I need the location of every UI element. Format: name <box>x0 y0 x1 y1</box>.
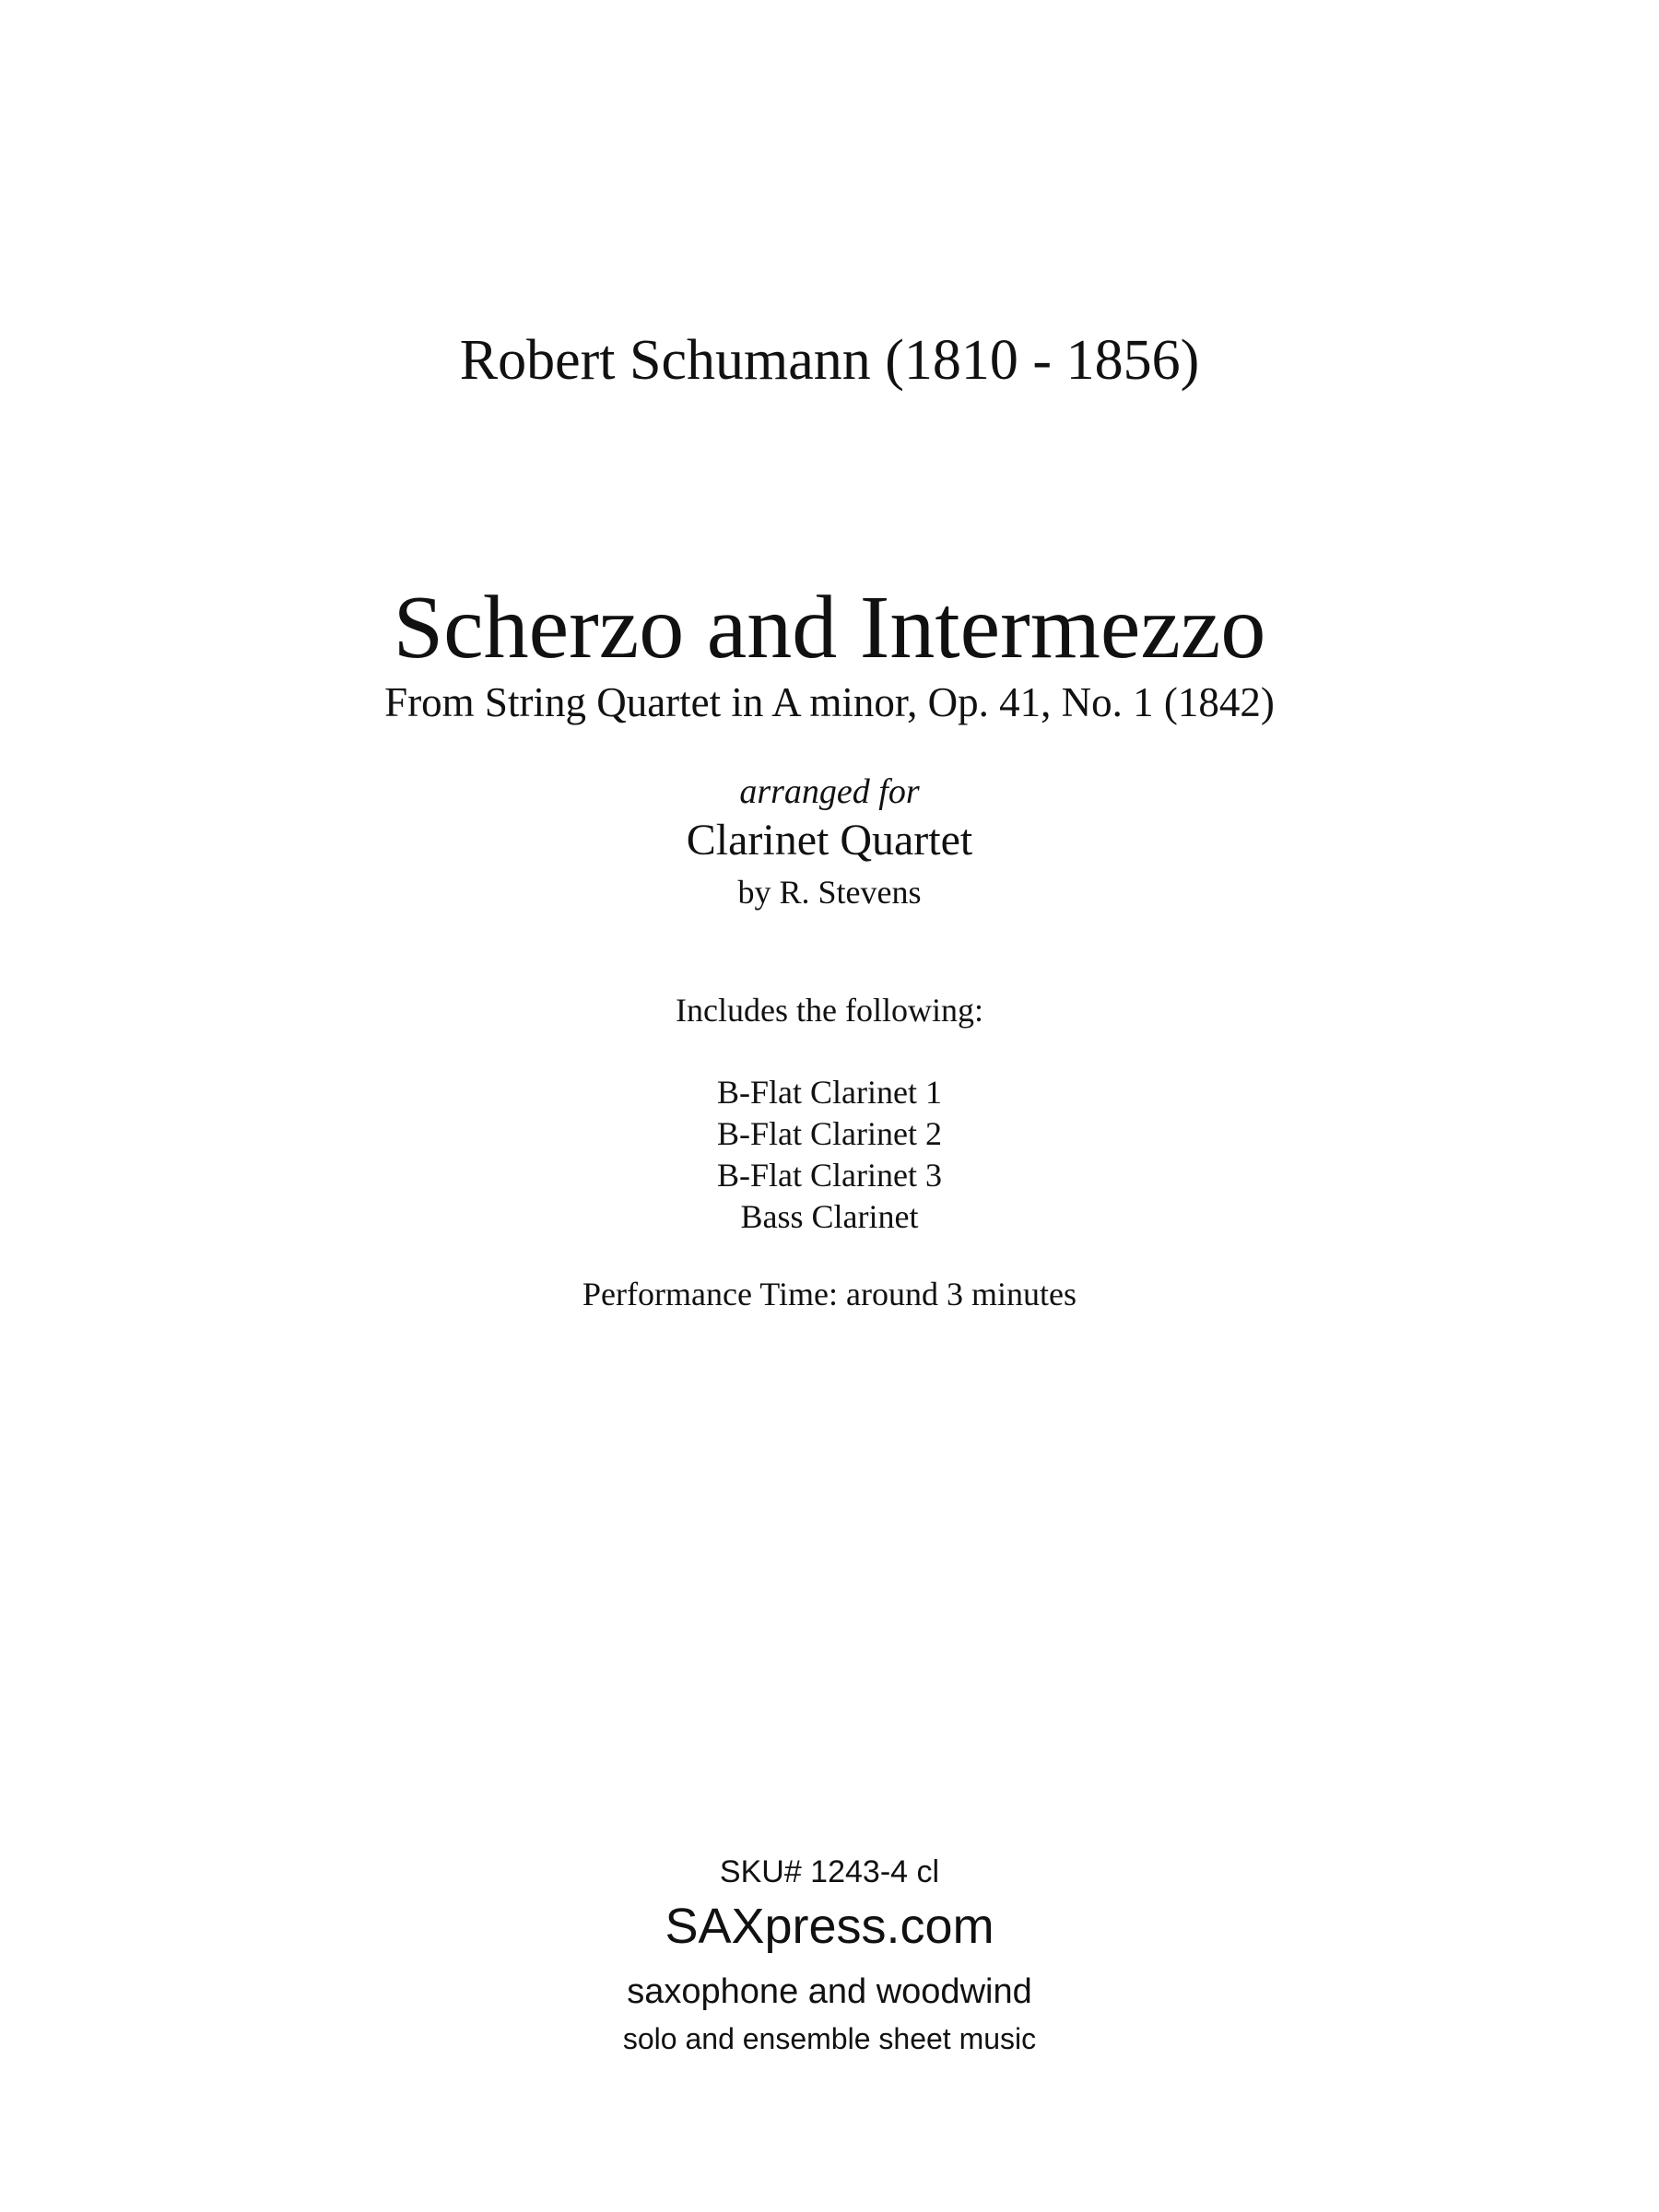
part-item: B-Flat Clarinet 1 <box>717 1074 942 1111</box>
composer-name: Robert Schumann (1810 - 1856) <box>459 329 1200 392</box>
arranger-credit: by R. Stevens <box>737 874 922 911</box>
page-title: Scherzo and Intermezzo <box>393 578 1266 677</box>
publisher-tagline: saxophone and woodwind <box>627 1972 1032 2011</box>
part-item: Bass Clarinet <box>740 1198 919 1235</box>
performance-time: Performance Time: around 3 minutes <box>582 1276 1077 1312</box>
part-item: B-Flat Clarinet 2 <box>717 1115 942 1152</box>
publisher-tagline-secondary: solo and ensemble sheet music <box>622 2022 1037 2055</box>
sku-number: SKU# 1243-4 cl <box>719 1854 940 1889</box>
includes-heading: Includes the following: <box>676 992 983 1029</box>
parts-list <box>0 1072 1659 1238</box>
part-item: B-Flat Clarinet 3 <box>717 1157 942 1194</box>
subtitle: From String Quartet in A minor, Op. 41, No. 1 (1842) <box>384 679 1275 725</box>
arranged-for-label: arranged for <box>739 772 920 811</box>
ensemble-name: Clarinet Quartet <box>686 816 973 865</box>
publisher-site: SAXpress.com <box>665 1899 994 1954</box>
